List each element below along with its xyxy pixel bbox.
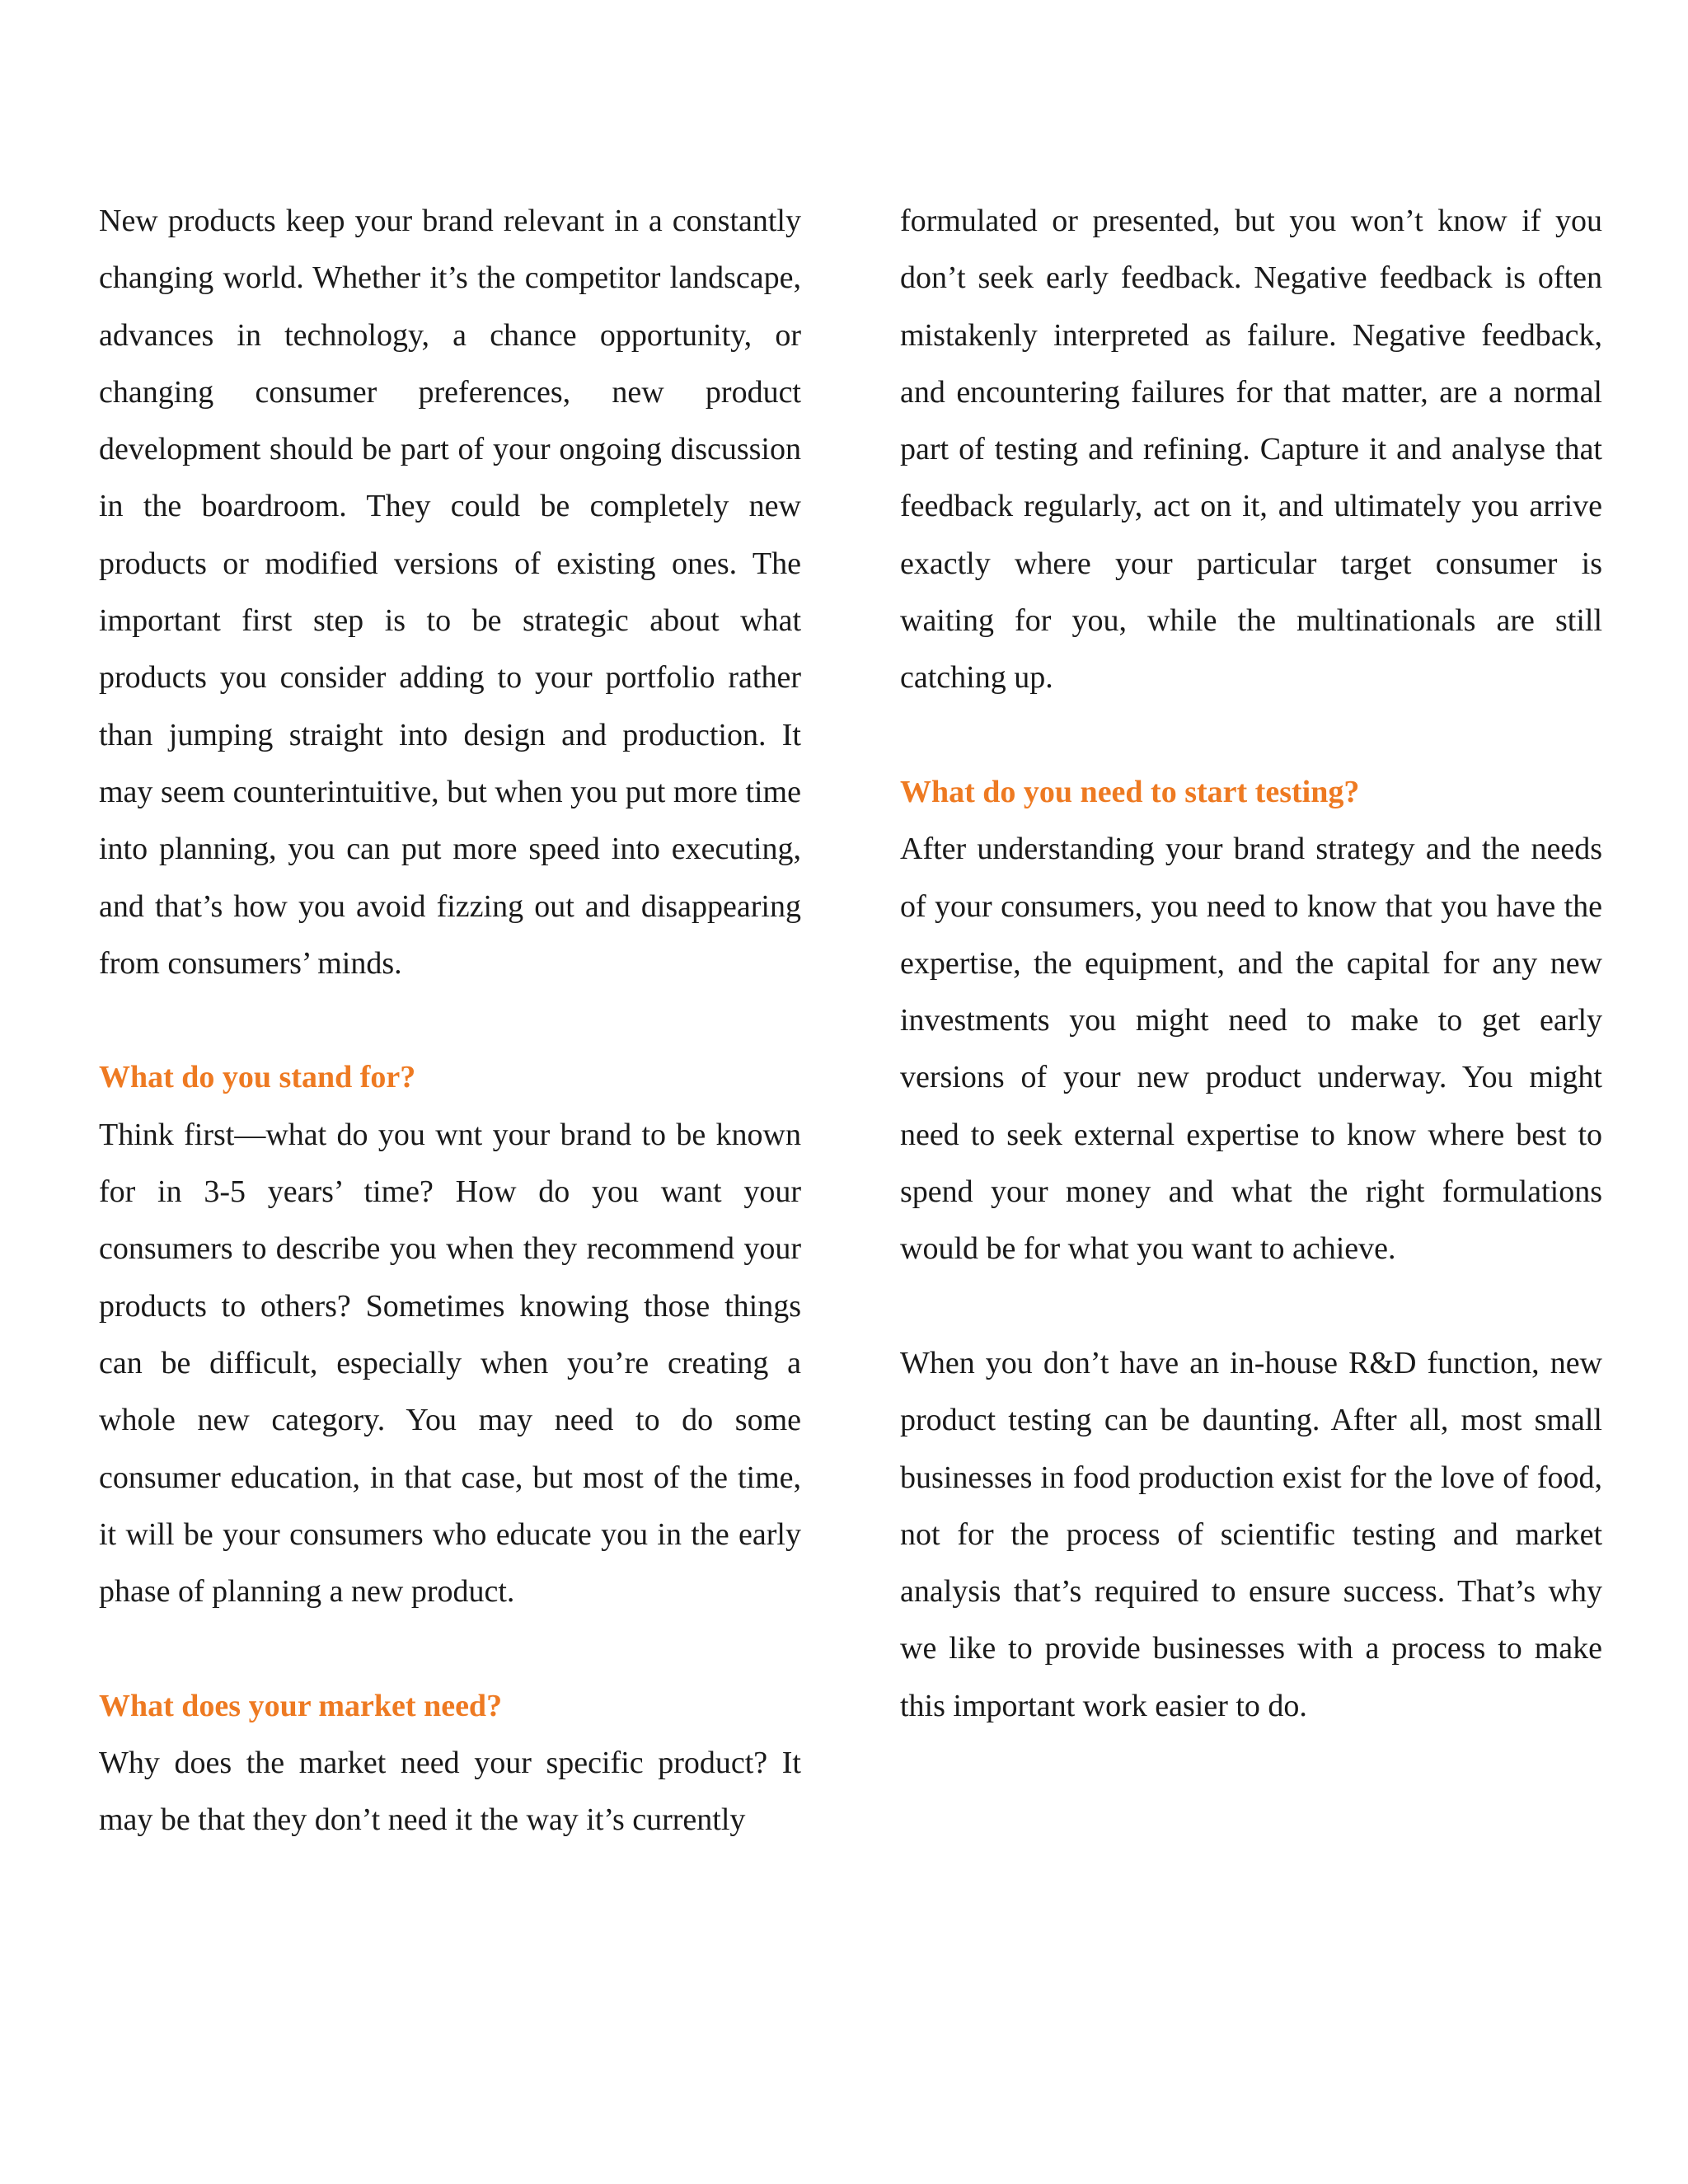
paragraph-gap [900, 707, 1602, 764]
stand-for-paragraph: Think first—what do you wnt your brand to be known for in 3-5 years’ time? How do you want your consumers to describe you when they recommend your products to others? Sometimes knowing those things can be difficult, especially when you’re creating a whole new category. You may need to do some consumer education, in that case, but most of the time, it will be your consumers who educate you in the early phase of planning a new product. [99, 1117, 801, 1610]
right-column [900, 193, 1602, 1735]
section-heading-market-need: What does your market need? [99, 1688, 503, 1723]
market-need-paragraph-start: Why does the market need your specific product? It may be that they don’t need it the way it’s currently [99, 1746, 801, 1838]
start-testing-paragraph: After understanding your brand strategy and the needs of your consumers, you need to know that you have the expertise, the equipment, and the capital for any new investments you might need to make to get early versions of your new product underway. You might need to seek external expertise to know where best to spend your money and what the right formulations would be for what you want to achieve. [900, 832, 1602, 1267]
section-heading-start-testing: What do you need to start testing? [900, 774, 1360, 809]
paragraph-gap [99, 992, 801, 1049]
rnd-testing-paragraph: When you don’t have an in-house R&D function, new product testing can be daunting. After all, most small businesses in food production exist for the love of food, not for the process of scientific testing and market analysis that’s required to ensure success. That’s why we like to provide businesses with a process to make this important work easier to do. [900, 1345, 1602, 1723]
market-need-paragraph-continued: formulated or presented, but you won’t know if you don’t seek early feedback. Negative feedback is often mistakenly interpreted as failure. Negative feedback, and encountering failures for that matter, are a normal part of testing and refining. Capture it and analyse that feedback regularly, act on it, and ultimately you arrive exactly where your particular target consumer is waiting for you, while the multinationals are still catching up. [900, 204, 1602, 696]
paragraph-gap [900, 1278, 1602, 1335]
paragraph-gap [99, 1620, 801, 1677]
intro-paragraph: New products keep your brand relevant in a constantly changing world. Whether it’s the competitor landscape, advances in technology, a chance opportunity, or changing consumer preferences, new product development should be part of your ongoing discussion in the boardroom. They could be completely new products or modified versions of existing ones. The important first step is to be strategic about what products you consider adding to your portfolio rather than jumping straight into design and production. It may seem counterintuitive, but when you put more time into planning, you can put more speed into executing, and that’s how you avoid fizzing out and disappearing from consumers’ minds. [99, 204, 801, 981]
section-heading-stand-for: What do you stand for? [99, 1060, 416, 1095]
left-column [99, 193, 801, 1849]
